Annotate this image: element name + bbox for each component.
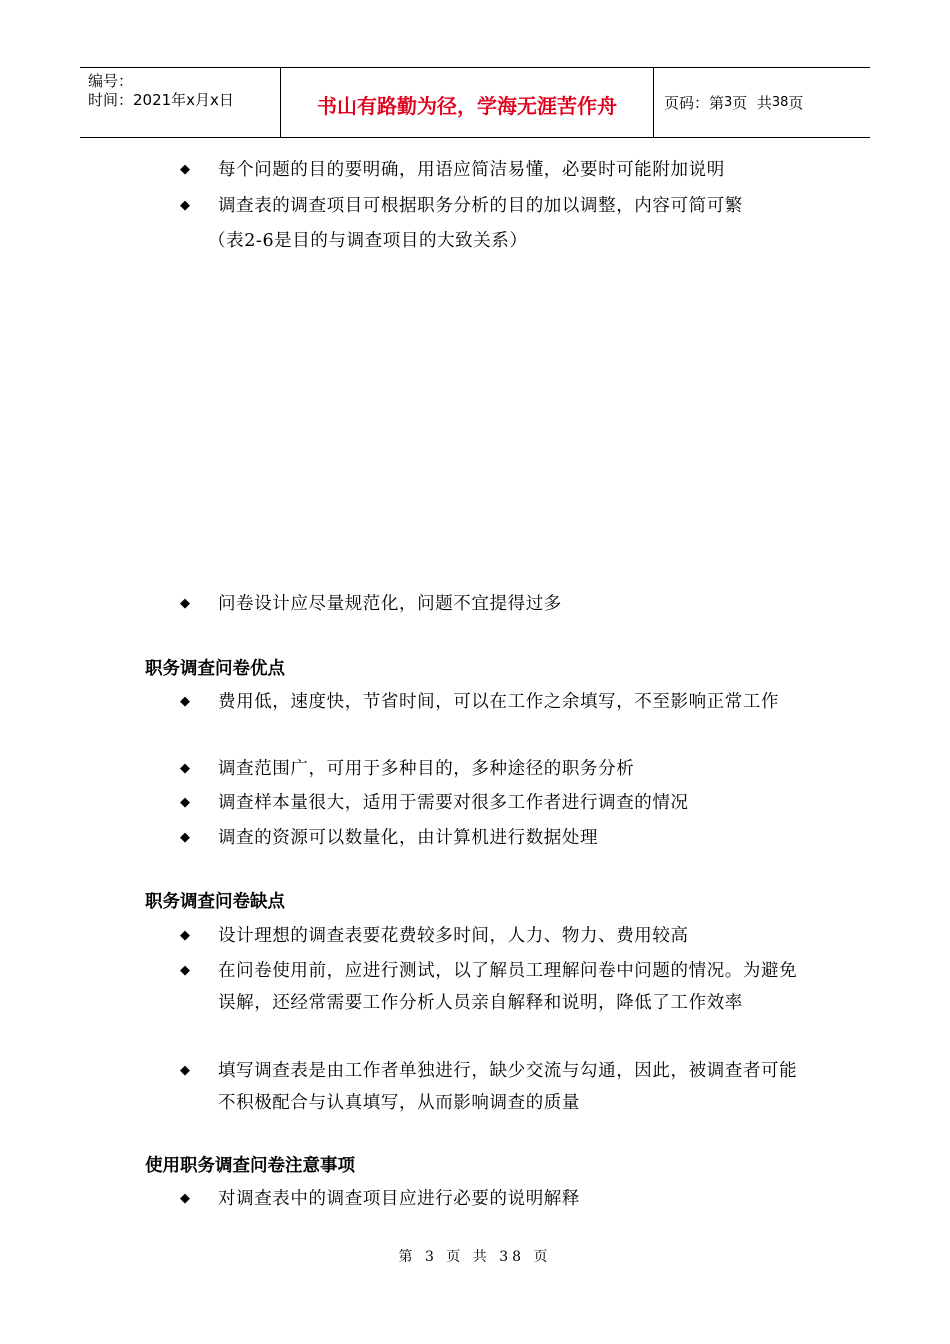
list-item: ◆ 费用低，速度快，节省时间，可以在工作之余填写，不至影响正常工作 (180, 686, 820, 718)
list-item: ◆ 在问卷使用前，应进行测试，以了解员工理解问卷中问题的情况。为避免误解，还经常需要工作分析人员亲自解释和说明，降低了工作效率 (180, 955, 820, 1019)
bullet-diamond-icon: ◆ (180, 928, 190, 943)
list-item: ◆ 调查的资源可以数量化，由计算机进行数据处理 (180, 822, 820, 854)
bullet-diamond-icon: ◆ (180, 830, 190, 845)
bullet-diamond-icon: ◆ (180, 1063, 190, 1078)
section-heading-precautions: 使用职务调查问卷注意事项 (145, 1156, 355, 1176)
header-page-info: 页码：第 3 页 共 38 页 (664, 94, 804, 112)
list-item: ◆ 问卷设计应尽量规范化，问题不宜提得过多 (180, 588, 820, 620)
bullet-diamond-icon: ◆ (180, 596, 190, 611)
bullet-diamond-icon: ◆ (180, 694, 190, 709)
header-info (80, 68, 281, 137)
list-item: ◆ 调查表的调查项目可根据职务分析的目的加以调整，内容可简可繁 (180, 190, 820, 222)
list-item: ◆ 填写调查表是由工作者单独进行，缺少交流与勾通，因此，被调查者可能不积极配合与认真填写，从而影响调查的质量 (180, 1055, 820, 1119)
header-motto: 书山有路勤为径，学海无涯苦作舟 (281, 68, 654, 137)
bullet-diamond-icon: ◆ (180, 795, 190, 810)
table-reference-note: （表2-6是目的与调查项目的大致关系） (208, 231, 528, 251)
list-item: ◆ 对调查表中的调查项目应进行必要的说明解释 (180, 1183, 820, 1215)
list-item: ◆ 调查样本量很大，适用于需要对很多工作者进行调查的情况 (180, 787, 820, 819)
bullet-diamond-icon: ◆ (180, 1191, 190, 1206)
number-label: 编号： (88, 72, 134, 90)
list-item: ◆ 调查范围广，可用于多种目的，多种途径的职务分析 (180, 753, 820, 785)
page-footer: 第 3 页 共 38 页 (398, 1249, 552, 1265)
bullet-diamond-icon: ◆ (180, 162, 190, 177)
bullet-diamond-icon: ◆ (180, 198, 190, 213)
section-heading-advantages: 职务调查问卷优点 (145, 659, 285, 679)
bullet-diamond-icon: ◆ (180, 761, 190, 776)
bullet-diamond-icon: ◆ (180, 963, 190, 978)
page-header (80, 67, 870, 138)
list-item: ◆ 设计理想的调查表要花费较多时间，人力、物力、费用较高 (180, 920, 820, 952)
time-label: 时间：2021年x月x日 (88, 91, 234, 109)
section-heading-disadvantages: 职务调查问卷缺点 (145, 892, 285, 912)
list-item: ◆ 每个问题的目的要明确，用语应简洁易懂，必要时可能附加说明 (180, 154, 820, 186)
